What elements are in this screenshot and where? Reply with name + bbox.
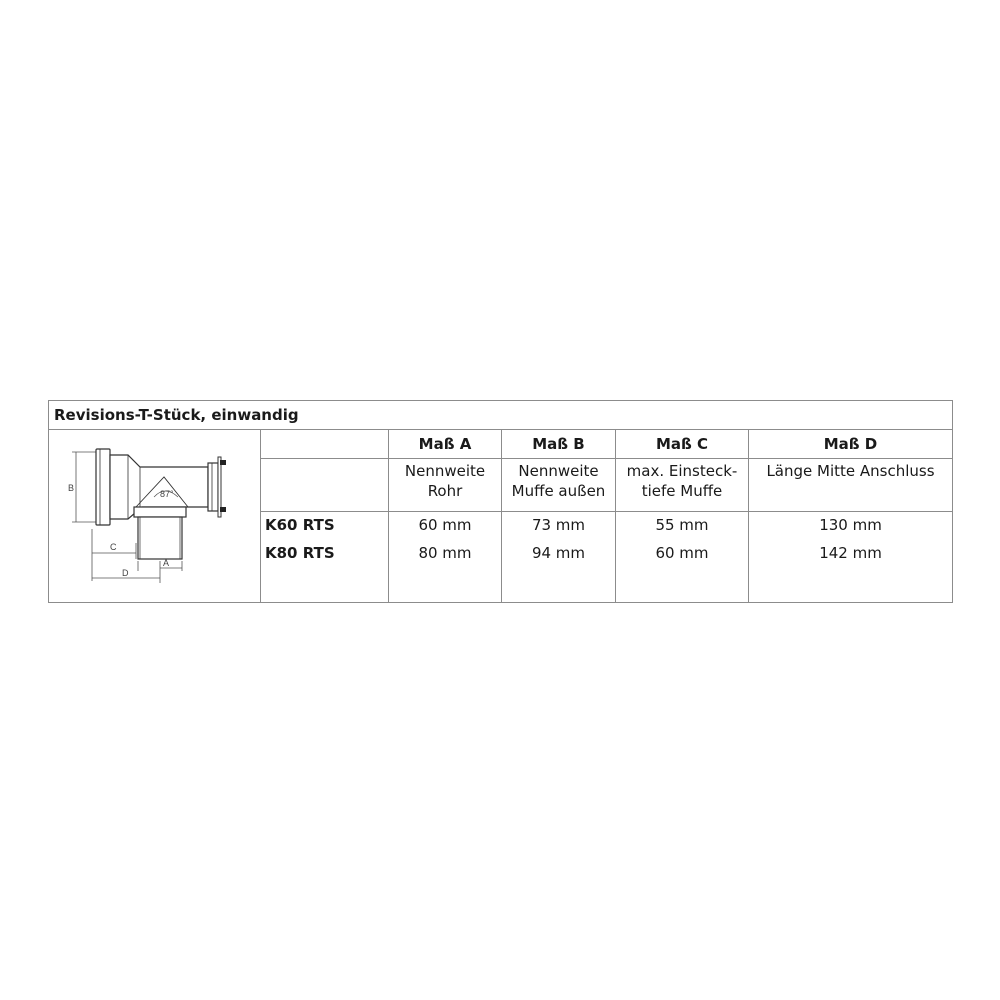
desc-line: Rohr bbox=[427, 482, 463, 500]
cell-mass-b: 73 mm bbox=[502, 512, 616, 541]
desc-line: Nennweite bbox=[518, 462, 599, 480]
drawing-cell bbox=[49, 430, 261, 603]
header-mass-b: Maß B bbox=[502, 430, 616, 459]
header-mass-a: Maß A bbox=[389, 430, 502, 459]
dim-b-label: B bbox=[67, 482, 74, 493]
dim-a-label: A bbox=[162, 557, 169, 568]
spec-table bbox=[48, 400, 953, 603]
cell-mass-b: 94 mm bbox=[502, 540, 616, 603]
angle-label: 87° bbox=[159, 488, 174, 499]
header-row bbox=[49, 430, 953, 459]
header-empty-cell bbox=[261, 430, 389, 459]
desc-line: max. Einsteck- bbox=[626, 462, 738, 480]
cell-mass-d: 130 mm bbox=[749, 512, 953, 541]
title-row bbox=[49, 401, 953, 430]
header-mass-c: Maß C bbox=[616, 430, 749, 459]
desc-empty-cell bbox=[261, 459, 389, 512]
desc-mass-c bbox=[616, 459, 749, 512]
dim-c-label: C bbox=[109, 541, 116, 552]
desc-mass-b bbox=[502, 459, 616, 512]
desc-line: Muffe außen bbox=[511, 482, 606, 500]
desc-line: Nennweite bbox=[404, 462, 486, 480]
desc-line: tiefe Muffe bbox=[641, 482, 723, 500]
t-piece-drawing bbox=[67, 449, 240, 584]
cell-mass-a: 80 mm bbox=[389, 540, 502, 603]
dim-d-label: D bbox=[121, 567, 128, 578]
row-label: K60 RTS bbox=[261, 512, 389, 541]
row-label: K80 RTS bbox=[261, 540, 389, 603]
desc-mass-d bbox=[749, 459, 953, 512]
header-mass-d: Maß D bbox=[749, 430, 953, 459]
desc-line: Länge Mitte Anschluss bbox=[766, 462, 935, 480]
cell-mass-c: 55 mm bbox=[616, 512, 749, 541]
table-title: Revisions-T-Stück, einwandig bbox=[49, 401, 953, 430]
cell-mass-d: 142 mm bbox=[749, 540, 953, 603]
cell-mass-a: 60 mm bbox=[389, 512, 502, 541]
cell-mass-c: 60 mm bbox=[616, 540, 749, 603]
desc-mass-a bbox=[389, 459, 502, 512]
